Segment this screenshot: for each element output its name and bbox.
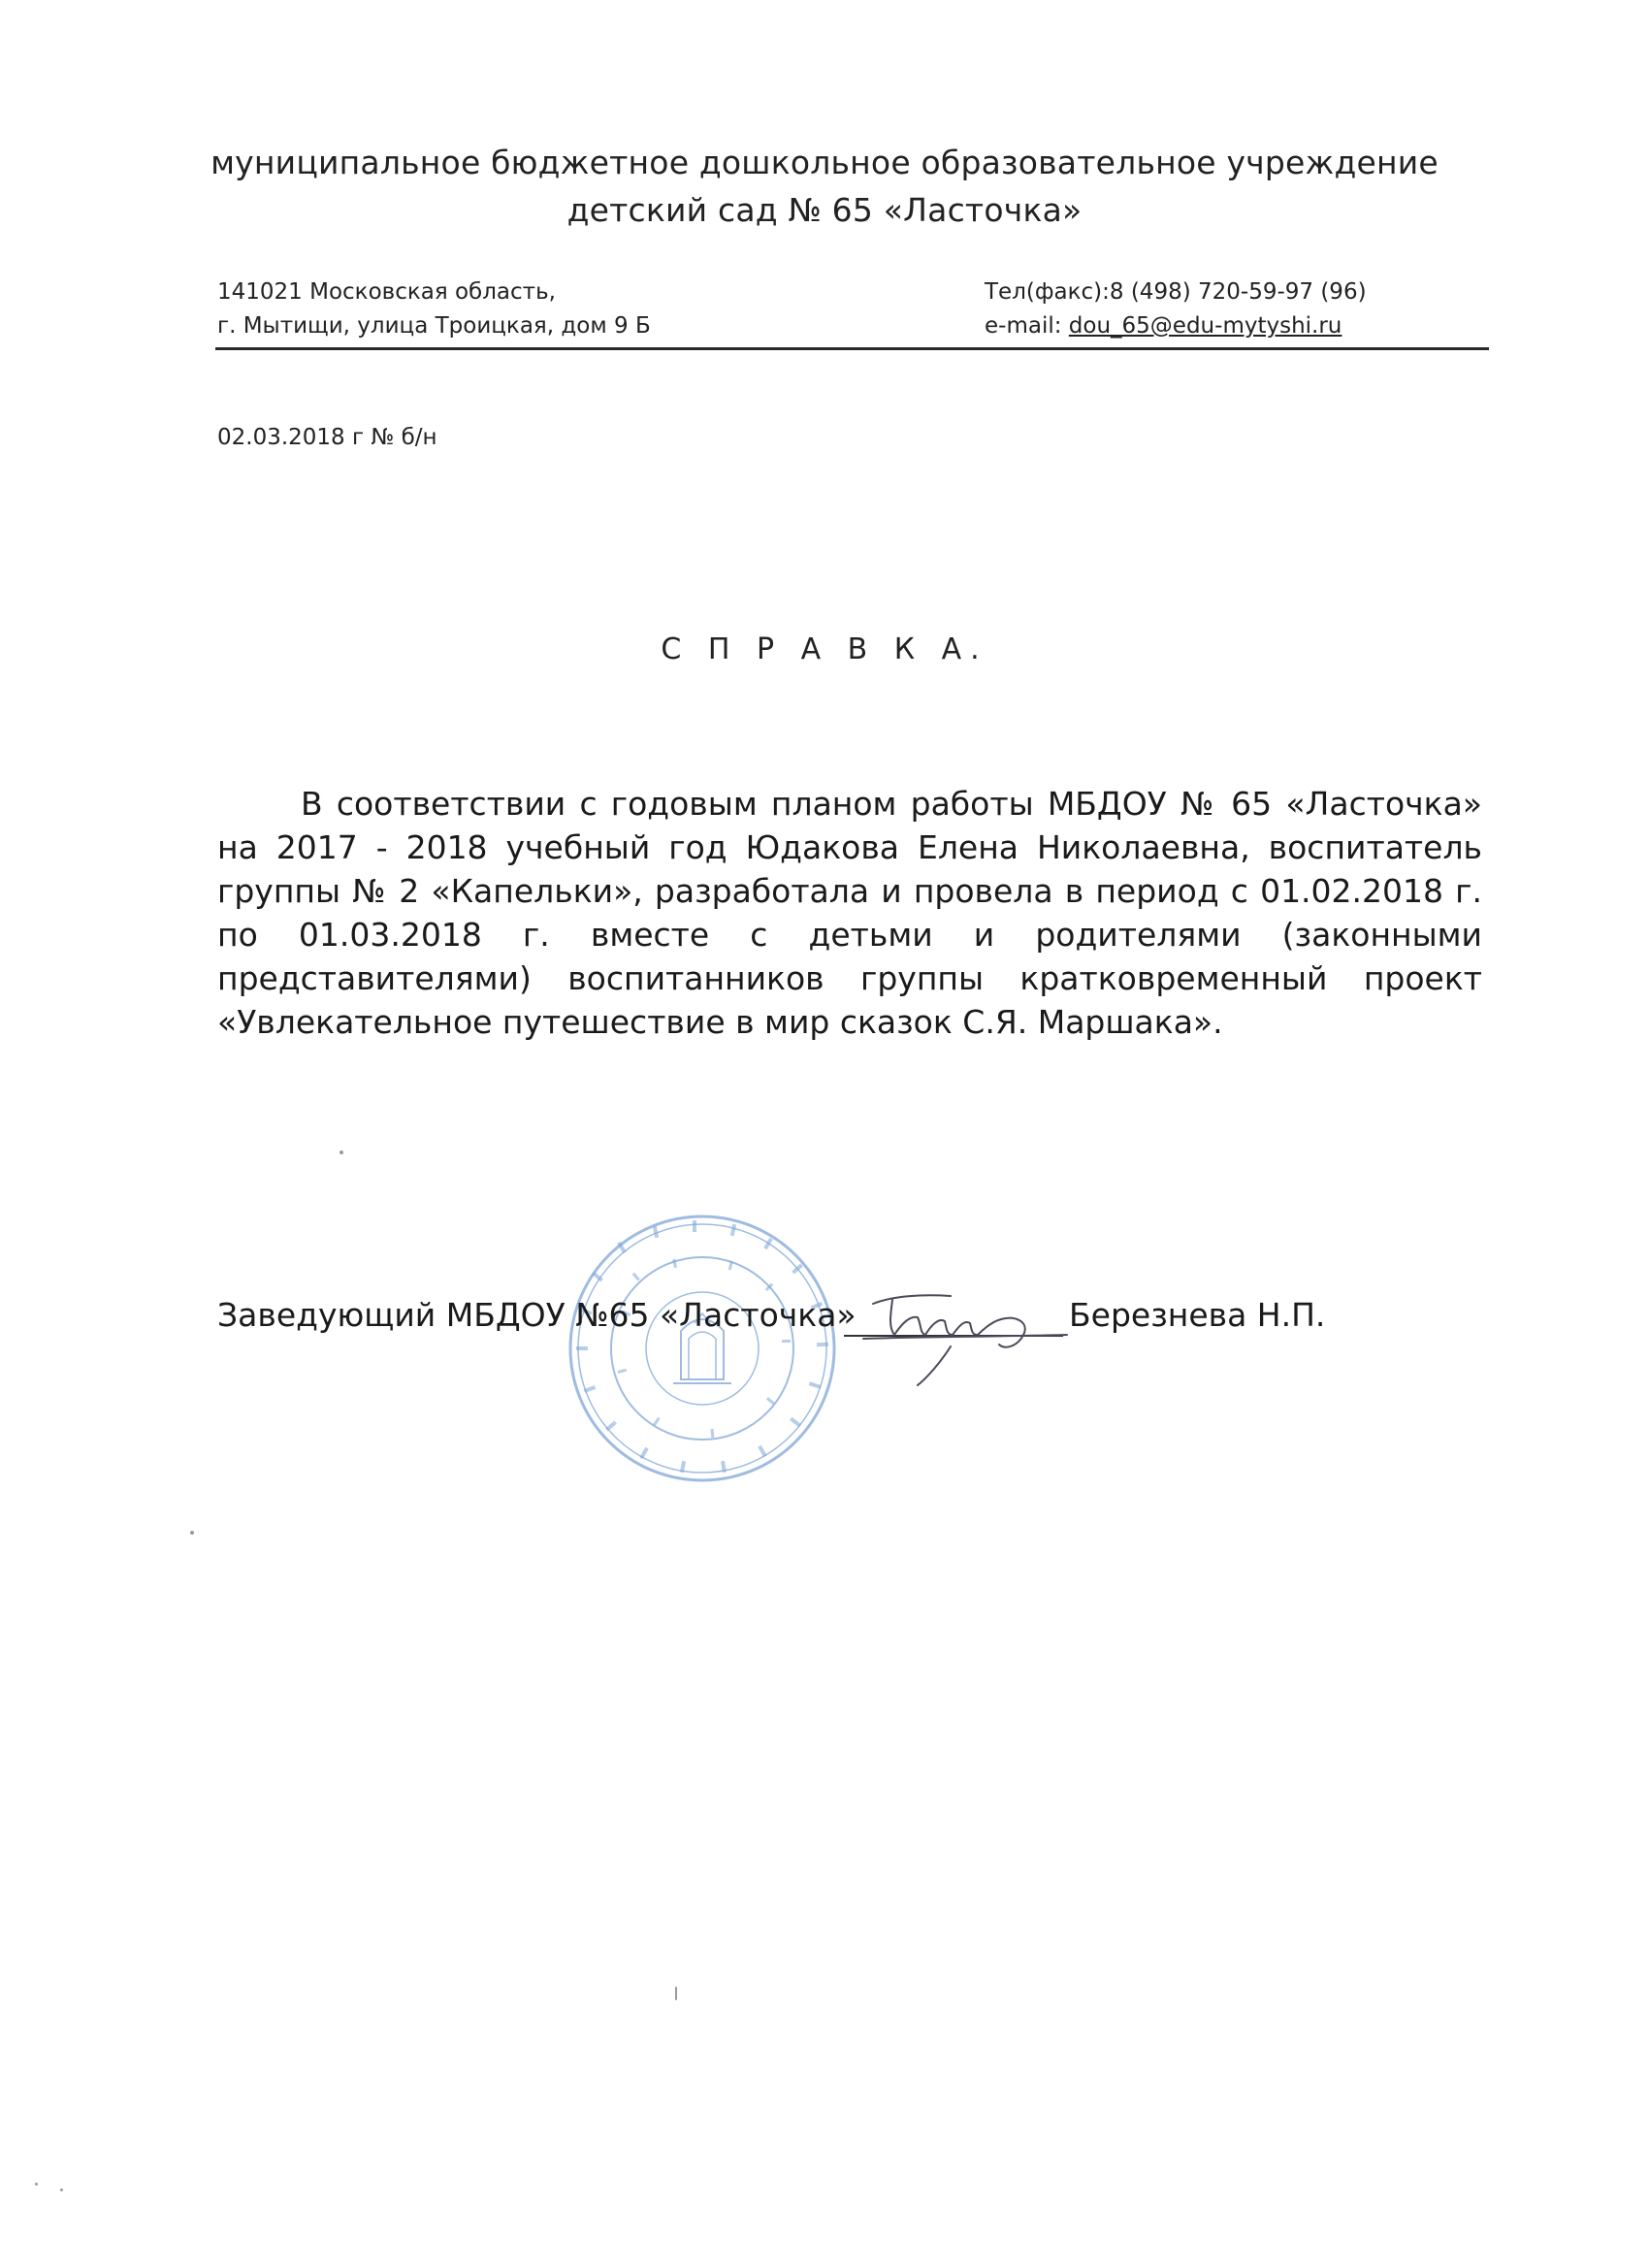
email-link[interactable]: dou_65@edu-mytyshi.ru	[1068, 313, 1342, 339]
body-paragraph: В соответствии с годовым планом работы МБДОУ № 65 «Ласточка» на 2017 - 2018 учебный год Юдакова Елена Николаевна, воспитатель группы № 2 «Капельки», разработала и провела в период с 01.02.2018 г. по 01.03.2018 г. вместе с детьми и родителями (законными представителями) воспитанников группы кратковременный проект «Увлекательное путешествие в мир сказок С.Я. Маршака».	[217, 785, 1482, 1041]
scan-speck	[675, 1987, 677, 2000]
email-line	[985, 313, 1342, 339]
signatory-name: Березнева Н.П.	[1069, 1296, 1326, 1334]
email-label: e-mail:	[985, 313, 1069, 339]
scan-speck	[190, 1531, 194, 1535]
address-line2: г. Мытищи, улица Троицкая, дом 9 Б	[217, 313, 651, 339]
address-line1: 141021 Московская область,	[217, 279, 556, 305]
seal-stamp	[566, 1213, 838, 1484]
document-date-number: 02.03.2018 г № б/н	[217, 425, 437, 450]
organization-name-line2: детский сад № 65 «Ласточка»	[566, 191, 1083, 229]
scan-speck	[60, 2188, 63, 2191]
header-divider	[215, 347, 1489, 350]
document-title: С П Р А В К А.	[661, 632, 988, 666]
scan-speck	[340, 1150, 343, 1154]
signatory-position: Заведующий МБДОУ №65 «Ласточка»	[217, 1296, 857, 1334]
organization-name-line1: муниципальное бюджетное дошкольное образовательное учреждение	[210, 144, 1439, 181]
phone-fax: Тел(факс):8 (498) 720-59-97 (96)	[985, 279, 1367, 305]
scan-speck	[35, 2183, 38, 2186]
handwritten-signature	[834, 1257, 1086, 1393]
